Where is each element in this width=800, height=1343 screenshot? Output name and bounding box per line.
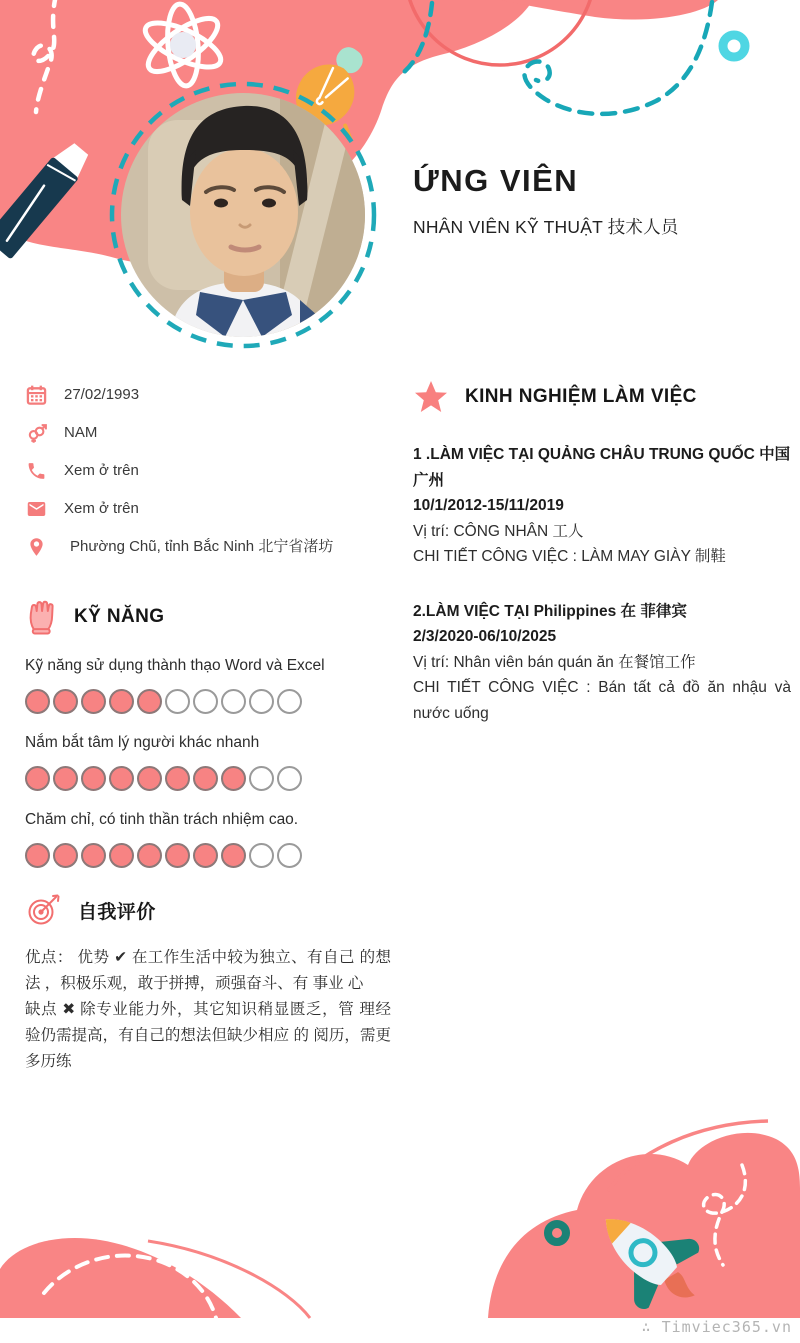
job-dates: 2/3/2020-06/10/2025 [413,628,557,645]
target-dart-icon [25,892,62,929]
rating-dot-filled [53,843,78,868]
rating-dot-empty [249,689,274,714]
skill-rating [25,766,387,791]
personal-info-list [26,384,384,558]
gender-icon [26,422,47,444]
rating-dot-filled [193,766,218,791]
rating-dot-empty [193,689,218,714]
rating-dot-filled [221,843,246,868]
skill-label: Chăm chỉ, có tinh thần trách nhiệm cao. [25,811,299,828]
hand-icon [25,598,58,635]
job-position: Vị trí: Nhân viên bán quán ăn 在餐馆工作 [413,653,696,671]
rating-dot-filled [109,766,134,791]
candidate-name: ỨNG VIÊN [413,163,579,198]
skill-item [25,809,387,868]
email-value: Xem ở trên [64,500,139,517]
rating-dot-filled [165,843,190,868]
gender-value: NAM [64,424,98,441]
info-row-birthday [26,384,384,406]
rating-dot-empty [277,689,302,714]
skill-item [25,655,387,714]
skills-header [25,598,387,635]
job-details: CHI TIẾT CÔNG VIỆC : LÀM MAY GIÀY 制鞋 [413,548,726,565]
skill-rating [25,843,387,868]
self-evaluation-header [25,892,391,929]
phone-value: Xem ở trên [64,462,139,479]
header-block [413,163,793,239]
rating-dot-filled [25,766,50,791]
rating-dot-filled [25,843,50,868]
self-evaluation-section [25,892,391,1075]
cyan-donut-icon [723,35,745,57]
skill-rating [25,689,387,714]
watermark: ∴ Timviec365.vn [641,1318,792,1336]
experience-heading: KINH NGHIỆM LÀM VIỆC [465,386,697,407]
rating-dot-filled [137,843,162,868]
rating-dot-empty [249,843,274,868]
rating-dot-filled [165,766,190,791]
star-icon [413,379,449,415]
rating-dot-filled [221,766,246,791]
rating-dot-filled [81,689,106,714]
candidate-job-title: NHÂN VIÊN KỸ THUẬT 技术人员 [413,217,679,237]
self-evaluation-heading: 自我评价 [78,902,156,923]
skill-label: Kỹ năng sử dụng thành thạo Word và Excel [25,657,325,674]
location-icon [26,536,47,558]
rating-dot-filled [25,689,50,714]
rating-dot-empty [277,766,302,791]
skill-item [25,732,387,791]
job-title: 1 .LÀM VIỆC TẠI QUẢNG CHÂU TRUNG QUỐC 中国广州 [413,446,791,489]
job-entry [413,599,791,727]
phone-icon [26,460,47,482]
rating-dot-empty [249,766,274,791]
coral-ribbon [500,0,718,20]
experience-header [413,379,791,415]
birthday-value: 27/02/1993 [64,386,140,403]
coral-hump-left [0,1238,241,1318]
job-entry [413,442,791,570]
rating-dot-filled [193,843,218,868]
rating-dot-filled [109,689,134,714]
rating-dot-filled [137,689,162,714]
rating-dot-filled [53,689,78,714]
job-details: CHI TIẾT CÔNG VIỆC : Bán tất cả đồ ăn nhậu và nước uống [413,679,791,722]
skill-label: Nắm bắt tâm lý người khác nhanh [25,734,260,751]
rating-dot-empty [165,689,190,714]
info-row-address [26,536,384,558]
email-icon [26,498,47,520]
rating-dot-filled [81,766,106,791]
rating-dot-filled [109,843,134,868]
rating-dot-empty [277,843,302,868]
calendar-icon [26,384,47,406]
skills-section [25,598,387,886]
job-title: 2.LÀM VIỆC TẠI Philippines 在 菲律宾 [413,602,687,620]
bottom-decoration [0,1093,800,1343]
experience-section [413,379,791,755]
rating-dot-filled [137,766,162,791]
skills-heading: KỸ NĂNG [74,605,165,627]
info-row-phone [26,460,384,482]
rating-dot-empty [221,689,246,714]
job-dates: 10/1/2012-15/11/2019 [413,497,564,514]
info-row-email [26,498,384,520]
rating-dot-filled [53,766,78,791]
self-evaluation-strengths: 优点： 优势 ✔ 在工作生活中较为独立、有自己 的想法 ，积极乐观，敢于拼搏，顽强奋斗、有 事业 心 [25,949,391,992]
self-evaluation-weaknesses: 缺点 ✖ 除专业能力外，其它知识稍显匮乏，管 理经验仍需提高，有自己的想法但缺少相应 的 阅历，需更多历练 [25,1001,391,1070]
rating-dot-filled [81,843,106,868]
address-value: Phường Chũ, tỉnh Bắc Ninh 北宁省渚坊 [70,538,334,555]
info-row-gender [26,422,384,444]
job-position: Vị trí: CÔNG NHÂN 工人 [413,522,584,540]
